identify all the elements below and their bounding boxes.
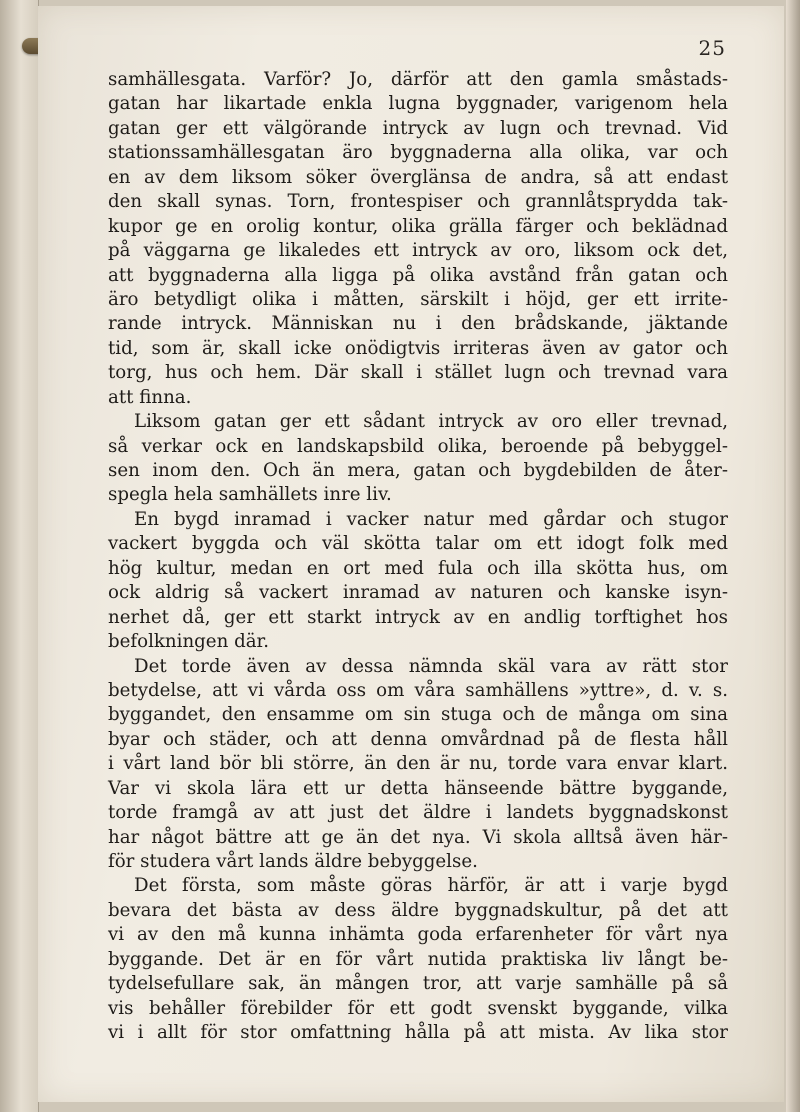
page-number: 25 xyxy=(698,36,726,60)
text-line: torg, hus och hem. Där skall i stället lugn och trevnad vara xyxy=(108,362,728,384)
text-line: en av dem liksom söker överglänsa de andra, så att endast xyxy=(108,166,728,188)
text-line: så verkar ock en landskapsbild olika, beroende på bebyggel- xyxy=(108,435,728,457)
text-line: Det torde även av dessa nämnda skäl vara av rätt stor xyxy=(134,655,728,677)
text-line: hög kultur, medan en ort med fula och illa skötta hus, om xyxy=(108,557,728,579)
book-page xyxy=(38,6,784,1102)
text-line: vis behåller förebilder för ett godt svenskt byggande, vilka xyxy=(108,997,728,1019)
text-line: kupor ge en orolig kontur, olika grälla färger och beklädnad xyxy=(108,215,728,237)
text-line: sen inom den. Och än mera, gatan och bygdebilden de åter- xyxy=(108,460,728,481)
text-line: vackert byggda och väl skötta talar om ett idogt folk med xyxy=(108,533,728,555)
text-line: vi i allt för stor omfattning hålla på att mista. Av lika stor xyxy=(108,1022,728,1044)
text-line: för studera vårt lands äldre bebyggelse. xyxy=(108,851,478,872)
text-line: En bygd inramad i vacker natur med gårdar och stugor xyxy=(134,508,728,530)
text-line: på väggarna ge likaledes ett intryck av oro, liksom ock det, xyxy=(108,240,728,262)
text-line: rande intryck. Människan nu i den brådskande, jäktande xyxy=(108,313,728,335)
text-line: byggande. Det är en för vårt nutida praktiska liv långt be- xyxy=(108,948,728,970)
text-line: har något bättre att ge än det nya. Vi skola alltså även här- xyxy=(108,826,728,848)
text-line: spegla hela samhällets inre liv. xyxy=(108,484,392,506)
text-line: gatan har likartade enkla lugna byggnader, varigenom hela xyxy=(108,93,728,115)
text-line: den skall synas. Torn, frontespiser och grannlåtsprydda tak- xyxy=(108,191,728,213)
page-right-edge xyxy=(786,0,800,1112)
text-line: befolkningen där. xyxy=(108,631,270,653)
text-line: byggandet, den ensamme om sin stuga och de många om sina xyxy=(108,704,728,726)
text-line: byar och städer, och att denna omvårdnad på de flesta håll xyxy=(108,728,728,750)
text-line: torde framgå av att just det äldre i landets byggnadskonst xyxy=(108,802,728,824)
text-line: att finna. xyxy=(108,386,192,408)
text-line: vi av den må kunna inhämta goda erfarenheter för vårt nya xyxy=(108,924,728,946)
text-line: stationssamhällesgatan äro byggnaderna alla olika, var och xyxy=(108,142,728,164)
text-line: betydelse, att vi vårda oss om våra samhällens »yttre», d. v. s. xyxy=(108,679,728,701)
text-line: samhällesgata. Varför? Jo, därför att den gamla småstads- xyxy=(108,69,728,90)
text-line: tid, som är, skall icke onödigtvis irriteras även av gator och xyxy=(108,337,728,359)
text-line: nerhet då, ger ett starkt intryck av en andlig torftighet hos xyxy=(108,606,728,628)
text-line: äro betydligt olika i måtten, särskilt i höjd, ger ett irrite- xyxy=(108,288,728,310)
text-line: att byggnaderna alla ligga på olika avstånd från gatan och xyxy=(108,264,728,286)
text-line: tydelsefullare sak, än mången tror, att varje samhälle på så xyxy=(108,973,728,995)
text-line: gatan ger ett välgörande intryck av lugn och trevnad. Vid xyxy=(108,117,728,139)
book-binding-edge xyxy=(0,0,39,1112)
text-line: Liksom gatan ger ett sådant intryck av oro eller trevnad, xyxy=(134,411,728,433)
text-line: Det första, som måste göras härför, är att i varje bygd xyxy=(134,875,728,897)
page-text xyxy=(108,68,728,1046)
text-line: i vårt land bör bli större, än den är nu, torde vara envar klart. xyxy=(108,753,728,775)
text-line: Var vi skola lära ett ur detta hänseende bättre byggande, xyxy=(108,777,728,799)
text-line: bevara det bästa av dess äldre byggnadskultur, på det att xyxy=(108,899,728,921)
text-line: ock aldrig så vackert inramad av naturen och kanske isyn- xyxy=(108,582,728,604)
